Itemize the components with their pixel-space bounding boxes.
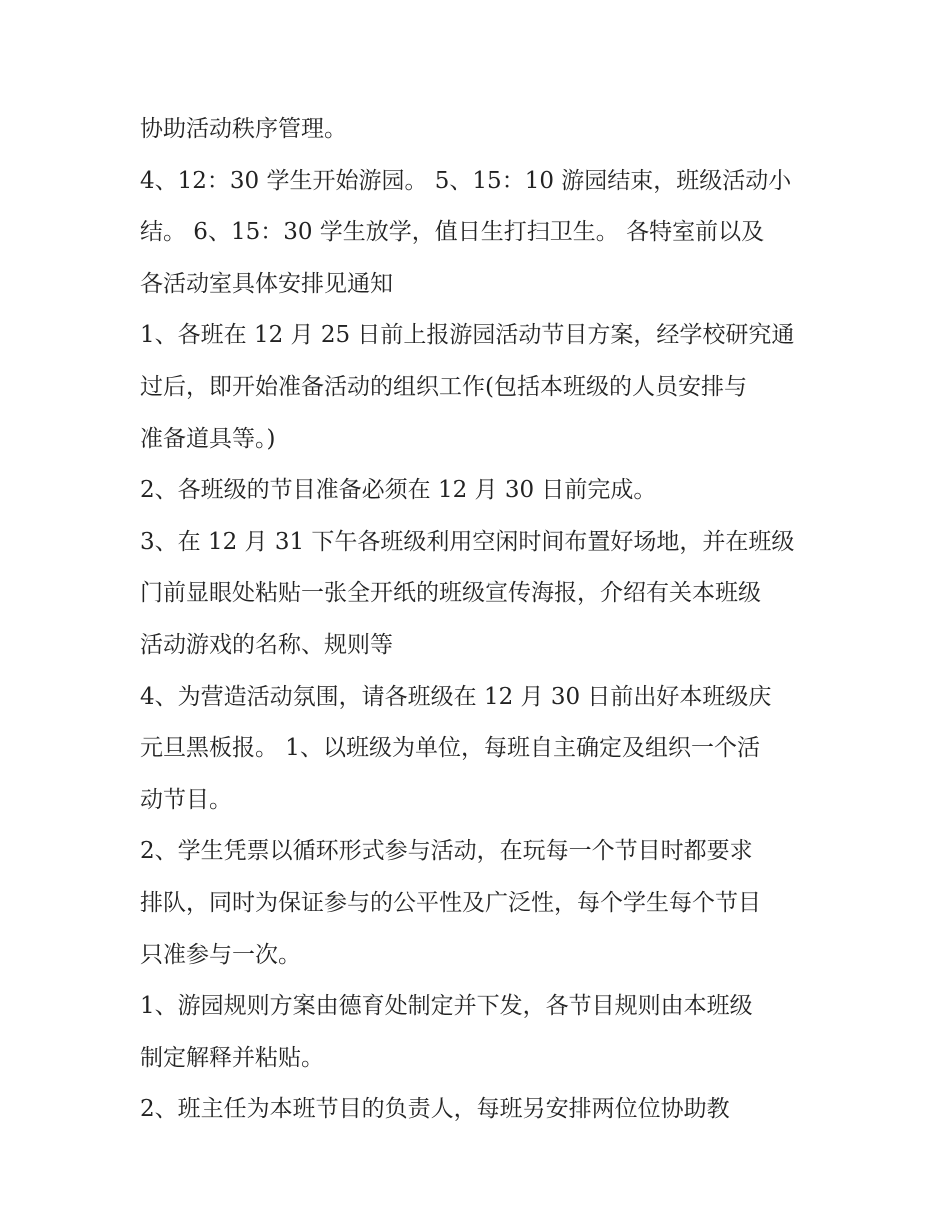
text-line: 活动游戏的名称、规则等 — [140, 631, 393, 658]
text-line: 2、各班级的节目准备必须在 12 月 30 日前完成。 — [140, 477, 657, 504]
text-line: 结。 6、15：30 学生放学，值日生打扫卫生。 各特室前以及 — [140, 219, 765, 246]
text-line: 4、12：30 学生开始游园。 5、15：10 游园结束，班级活动小 — [140, 167, 792, 194]
text-line: 准备道具等。) — [140, 425, 276, 452]
document-body — [140, 104, 830, 1136]
text-line: 2、学生凭票以循环形式参与活动，在玩每一个节目时都要求 — [140, 838, 753, 865]
text-line: 2、班主任为本班节目的负责人，每班另安排两位位协助教 — [140, 1096, 730, 1123]
text-line: 只准参与一次。 — [140, 941, 301, 968]
text-line: 动节目。 — [140, 786, 232, 813]
text-line: 元旦黑板报。 1、以班级为单位，每班自主确定及组织一个活 — [140, 735, 760, 762]
text-line: 协助活动秩序管理。 — [140, 116, 347, 142]
text-line: 4、为营造活动氛围，请各班级在 12 月 30 日前出好本班级庆 — [140, 683, 772, 710]
text-line: 过后，即开始准备活动的组织工作(包括本班级的人员安排与 — [140, 373, 747, 400]
text-line: 3、在 12 月 31 下午各班级利用空闲时间布置好场地，并在班级 — [140, 528, 795, 555]
text-line: 门前显眼处粘贴一张全开纸的班级宣传海报，介绍有关本班级 — [140, 580, 761, 607]
text-line: 1、各班在 12 月 25 日前上报游园活动节目方案，经学校研究通 — [140, 322, 795, 349]
text-line: 排队，同时为保证参与的公平性及广泛性，每个学生每个节目 — [140, 889, 761, 916]
text-line: 制定解释并粘贴。 — [140, 1044, 324, 1071]
text-line: 1、游园规则方案由德育处制定并下发，各节目规则由本班级 — [140, 993, 753, 1020]
text-line: 各活动室具体安排见通知 — [140, 270, 393, 297]
